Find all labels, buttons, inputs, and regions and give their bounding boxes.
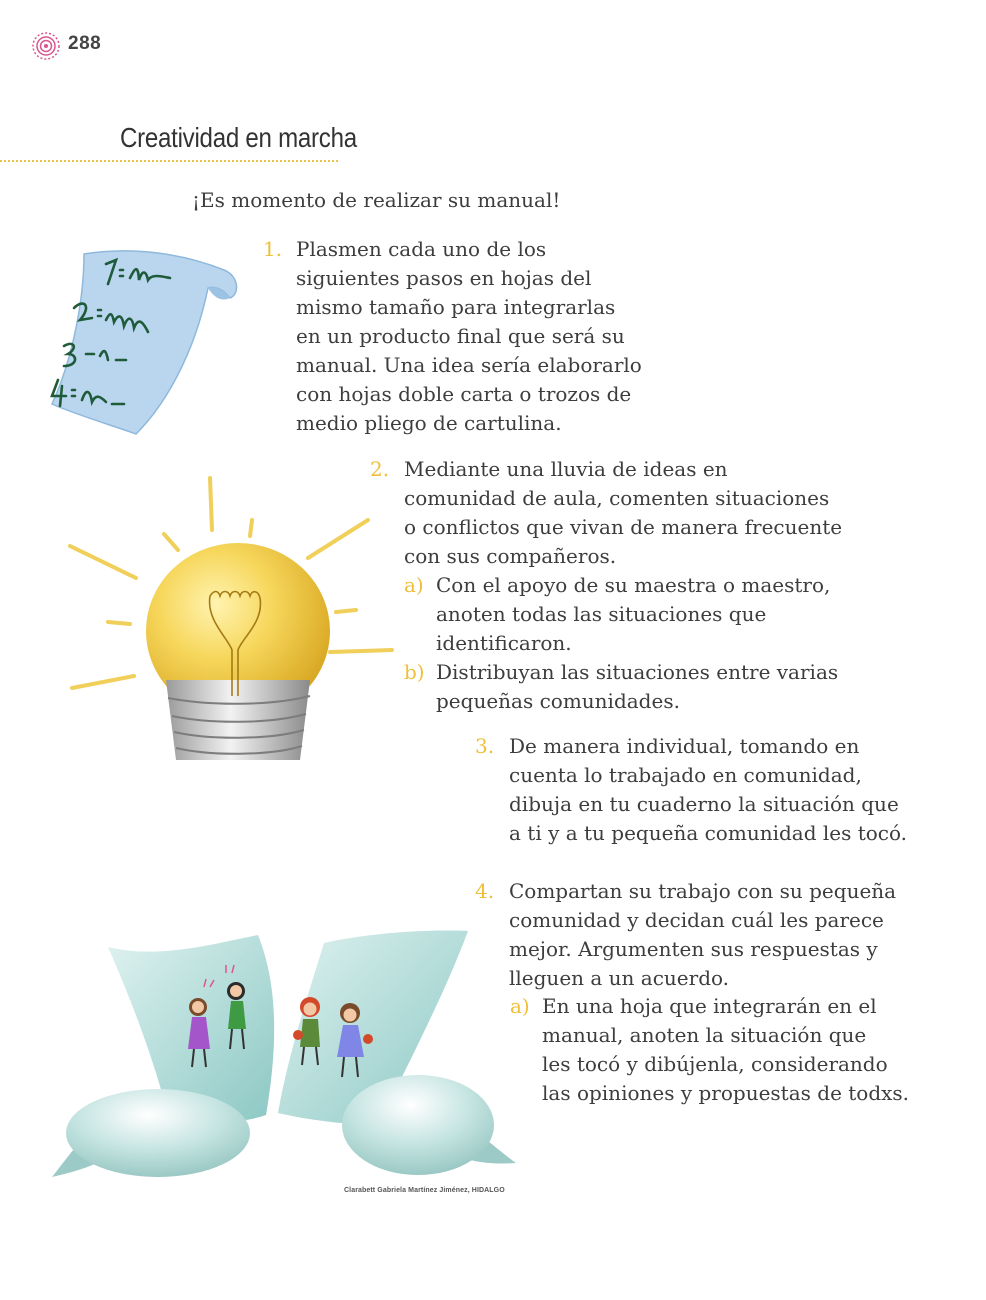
step-line: De manera individual, tomando en xyxy=(509,734,860,758)
step-line: medio pliego de cartulina. xyxy=(296,411,562,435)
section-title: Creatividad en marcha xyxy=(120,122,357,153)
step-2-subitem-a xyxy=(404,571,831,658)
step-line: o conflictos que vivan de manera frecuente xyxy=(404,515,843,539)
step-3 xyxy=(475,732,908,848)
step-line: Mediante una lluvia de ideas en xyxy=(404,457,728,481)
subitem-line: les tocó y dibújenla, considerando xyxy=(542,1052,888,1076)
step-number: 2. xyxy=(370,457,390,481)
step-2 xyxy=(370,455,843,571)
subitem-line: En una hoja que integrarán en el xyxy=(542,994,877,1018)
subitem-line: identificaron. xyxy=(436,631,572,655)
step-line: mismo tamaño para integrarlas xyxy=(296,295,616,319)
step-line: manual. Una idea sería elaborarlo xyxy=(296,353,642,377)
sun-ornament-icon xyxy=(30,30,62,62)
step-line: con hojas doble carta o trozos de xyxy=(296,382,632,406)
intro-text: ¡Es momento de realizar su manual! xyxy=(192,188,561,212)
step-line: a ti y a tu pequeña comunidad les tocó. xyxy=(509,821,908,845)
step-line: Plasmen cada uno de los xyxy=(296,237,547,261)
step-line: lleguen a un acuerdo. xyxy=(509,966,730,990)
step-line: siguientes pasos en hojas del xyxy=(296,266,592,290)
step-4-subitem-a xyxy=(510,992,910,1108)
subitem-line: Con el apoyo de su maestra o maestro, xyxy=(436,573,831,597)
subitem-line: anoten todas las situaciones que xyxy=(436,602,767,626)
step-number: 4. xyxy=(475,879,495,903)
step-line: mejor. Argumenten sus respuestas y xyxy=(509,937,878,961)
subitem-letter: b) xyxy=(404,660,425,684)
subitem-line: Distribuyan las situaciones entre varias xyxy=(436,660,839,684)
illustration-credit: Clarabett Gabriela Martínez Jiménez, HIDALGO xyxy=(344,1187,505,1194)
step-4 xyxy=(475,877,897,993)
subitem-line: manual, anoten la situación que xyxy=(542,1023,867,1047)
subitem-line: pequeñas comunidades. xyxy=(436,689,680,713)
step-line: con sus compañeros. xyxy=(404,544,617,568)
numbered-list-paper-icon xyxy=(44,236,244,441)
step-line: Compartan su trabajo con su pequeña xyxy=(509,879,897,903)
speech-bubbles-children-icon xyxy=(48,925,520,1187)
subitem-line: las opiniones y propuestas de todxs. xyxy=(542,1081,910,1105)
page-number: 288 xyxy=(68,33,102,54)
step-line: en un producto final que será su xyxy=(296,324,625,348)
title-divider xyxy=(0,160,338,162)
step-line: cuenta lo trabajado en comunidad, xyxy=(509,763,862,787)
subitem-letter: a) xyxy=(404,573,424,597)
subitem-letter: a) xyxy=(510,994,530,1018)
step-2-subitem-b xyxy=(404,658,839,716)
step-line: dibuja en tu cuaderno la situación que xyxy=(509,792,899,816)
step-1 xyxy=(263,235,642,438)
step-number: 1. xyxy=(263,237,283,261)
lightbulb-icon xyxy=(60,470,400,775)
step-number: 3. xyxy=(475,734,495,758)
step-line: comunidad de aula, comenten situaciones xyxy=(404,486,830,510)
step-line: comunidad y decidan cuál les parece xyxy=(509,908,884,932)
